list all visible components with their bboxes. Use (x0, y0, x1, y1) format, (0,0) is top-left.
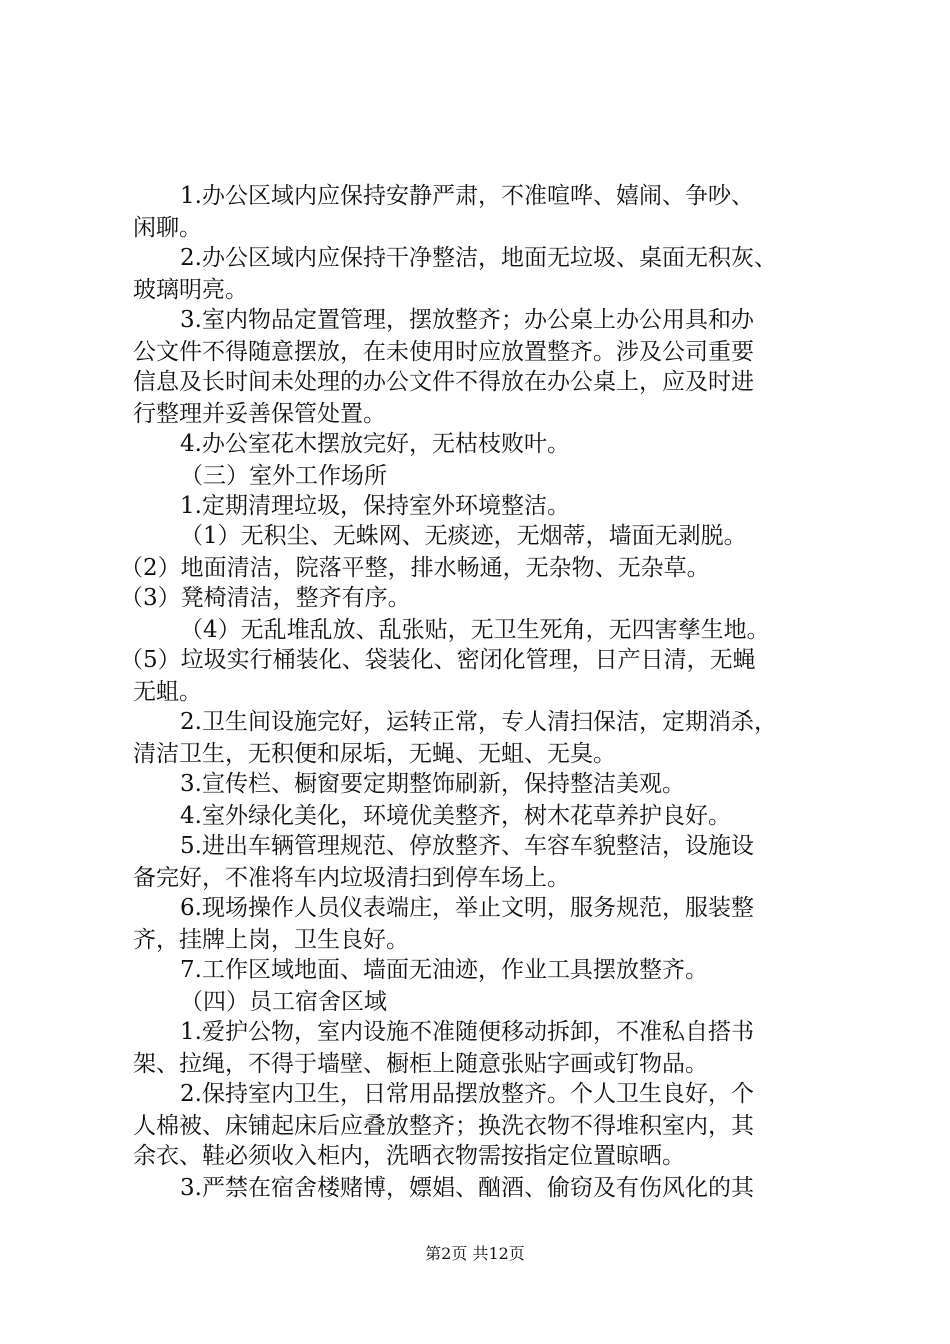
text-line: 1.定期清理垃圾，保持室外环境整洁。 (180, 493, 570, 519)
text-line: 1.爱护公物，室内设施不准随便移动拆卸，不准私自搭书 (180, 1019, 754, 1045)
text-line: 公文件不得随意摆放，在未使用时应放置整齐。涉及公司重要 (133, 339, 754, 365)
text-line: （1）无积尘、无蛛网、无痰迹，无烟蒂，墙面无剥脱。 (180, 523, 747, 549)
text-line: （5）垃圾实行桶装化、袋装化、密闭化管理，日产日清，无蝇 (120, 647, 756, 673)
text-line: 2.保持室内卫生，日常用品摆放整齐。个人卫生良好，个 (180, 1081, 754, 1107)
text-line: （2）地面清洁，院落平整，排水畅通，无杂物、无杂草。 (120, 555, 710, 581)
text-line: 2.办公区域内应保持干净整洁，地面无垃圾、桌面无积灰、 (180, 245, 777, 271)
text-line: 5.进出车辆管理规范、停放整齐、车容车貌整洁，设施设 (180, 833, 754, 859)
text-line: 6.现场操作人员仪表端庄，举止文明，服务规范，服装整 (180, 895, 754, 921)
text-line: （4）无乱堆乱放、乱张贴，无卫生死角，无四害孳生地。 (180, 617, 770, 643)
text-line: 余衣、鞋必须收入柜内，洗晒衣物需按指定位置晾晒。 (133, 1143, 685, 1169)
text-line: 信息及长时间未处理的办公文件不得放在办公桌上，应及时进 (133, 369, 754, 395)
text-line: 1.办公区域内应保持安静严肃，不准喧哗、嬉闹、争吵、 (180, 183, 754, 209)
text-line: 架、拉绳，不得于墙壁、橱柜上随意张贴字画或钉物品。 (133, 1051, 708, 1077)
text-line: （3）凳椅清洁，整齐有序。 (120, 585, 411, 611)
section-heading: （三）室外工作场所 (180, 463, 387, 489)
text-line: 7.工作区域地面、墙面无油迹，作业工具摆放整齐。 (180, 957, 708, 983)
text-line: 4.室外绿化美化，环境优美整齐，树木花草养护良好。 (180, 803, 731, 829)
text-line: 3.室内物品定置管理，摆放整齐；办公桌上办公用具和办 (180, 307, 754, 333)
text-line: 行整理并妥善保管处置。 (133, 401, 386, 427)
text-line: 4.办公室花木摆放完好，无枯枝败叶。 (180, 431, 570, 457)
text-line: 无蛆。 (133, 679, 202, 705)
text-line: 清洁卫生，无积便和尿垢，无蝇、无蛆、无臭。 (133, 741, 616, 767)
text-line: 3.宣传栏、橱窗要定期整饰刷新，保持整洁美观。 (180, 771, 685, 797)
text-line: 备完好，不准将车内垃圾清扫到停车场上。 (133, 865, 570, 891)
text-line: 2.卫生间设施完好，运转正常，专人清扫保洁，定期消杀， (180, 709, 777, 735)
text-line: 人棉被、床铺起床后应叠放整齐；换洗衣物不得堆积室内，其 (133, 1113, 754, 1139)
text-line: 玻璃明亮。 (133, 277, 248, 303)
text-line: 齐，挂牌上岗，卫生良好。 (133, 927, 409, 953)
text-line: 闲聊。 (133, 215, 202, 241)
section-heading: （四）员工宿舍区域 (180, 989, 387, 1015)
text-line: 3.严禁在宿舍楼赌博，嫖娼、酗酒、偷窃及有伤风化的其 (180, 1175, 754, 1201)
page-footer: 第2页 共12页 (425, 1244, 525, 1263)
